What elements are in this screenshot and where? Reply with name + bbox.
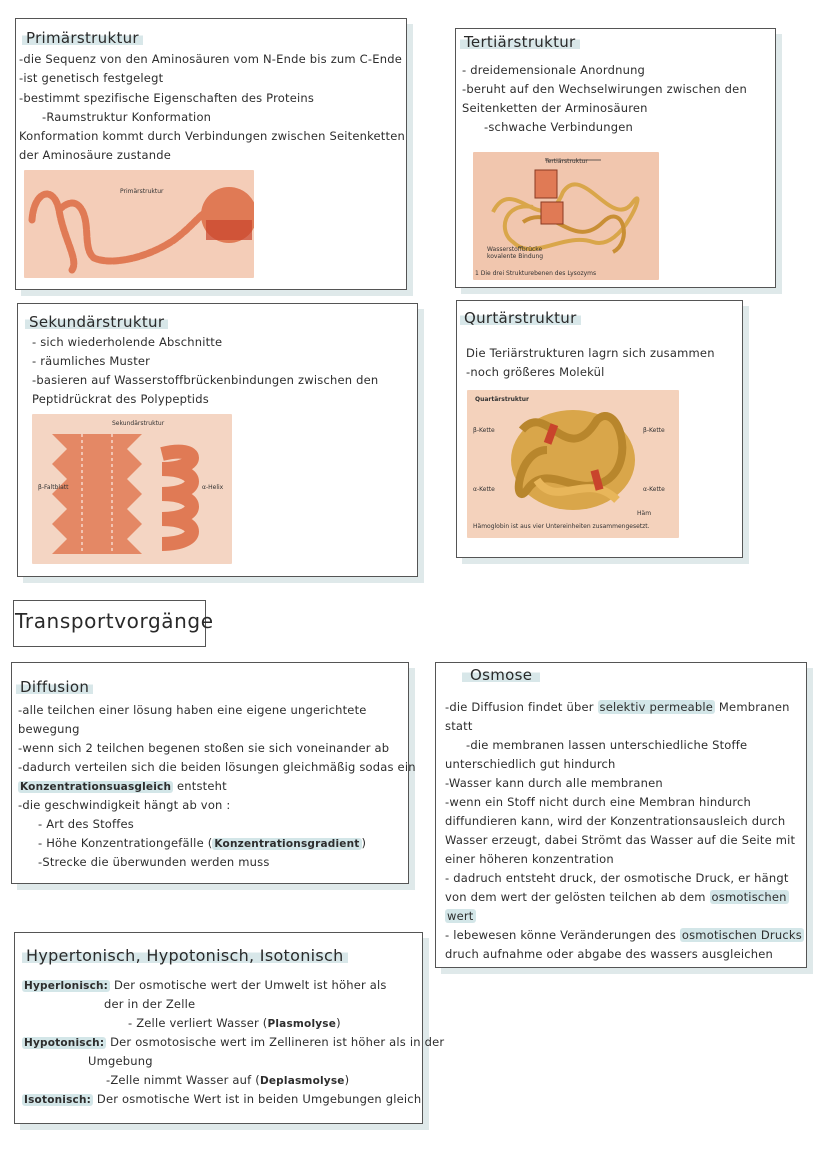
text-line: -basieren auf Wasserstoffbrückenbindungen zwischen den bbox=[32, 373, 379, 387]
text-fragment: von dem wert der gelösten teilchen ab dem bbox=[445, 890, 710, 904]
hypotonisch-label: Hypotonisch: bbox=[24, 1037, 105, 1049]
highlight-term: Plasmolyse bbox=[267, 1018, 337, 1030]
text-line: -die membranen lassen unterschiedliche Stoffe bbox=[466, 738, 748, 752]
tertiaerstruktur-image bbox=[473, 152, 659, 280]
highlight-term: osmotischen bbox=[711, 890, 787, 904]
text-line: -schwache Verbindungen bbox=[484, 120, 634, 134]
text-line: statt bbox=[445, 719, 473, 733]
osmose-title: Osmose bbox=[462, 666, 540, 684]
text-line: - dadruch entsteht druck, der osmotische Druck, er hängt bbox=[445, 871, 789, 885]
image-label: Tertiärstruktur bbox=[545, 158, 588, 165]
image-caption: Hämoglobin ist aus vier Untereinheiten zusammengesetzt. bbox=[473, 523, 650, 530]
alpha-helix-label: α-Helix bbox=[202, 484, 224, 491]
text-line bbox=[38, 836, 366, 851]
text-line: diffundieren kann, wird der Konzentrationsausleich durch bbox=[445, 814, 786, 828]
text-fragment: Der osmotosische wert im Zellineren ist höher als in der bbox=[106, 1035, 445, 1049]
text-line: - räumliches Muster bbox=[32, 354, 151, 368]
text-line: -die Sequenz von den Aminosäuren vom N-Ende bis zum C-Ende bbox=[19, 52, 402, 66]
text-line: Peptidrückrat des Polypeptids bbox=[32, 392, 209, 406]
text-line bbox=[22, 1092, 421, 1107]
text-line: -wenn sich 2 teilchen begenen stoßen sie sich voneinander ab bbox=[18, 741, 390, 755]
legend-label: kovalente Bindung bbox=[487, 253, 544, 260]
legend-label: Wasserstoffbrücke bbox=[487, 246, 543, 253]
text-line: - sich wiederholende Abschnitte bbox=[32, 335, 223, 349]
text-line: -die geschwindigkeit hängt ab von : bbox=[18, 798, 231, 812]
text-fragment: -Zelle nimmt Wasser auf ( bbox=[106, 1073, 260, 1087]
alpha-kette-label: α-Kette bbox=[643, 486, 665, 493]
quartaerstruktur-title: Qurtärstruktur bbox=[460, 309, 581, 327]
text-line bbox=[445, 928, 804, 942]
text-fragment: Membranen bbox=[715, 700, 790, 714]
highlight-term: Konzentrationsuasgleich bbox=[20, 781, 172, 793]
haem-label: Häm bbox=[637, 510, 652, 517]
transport-title: Transportvorgänge bbox=[15, 609, 214, 633]
text-line: unterschiedlich gut hindurch bbox=[445, 757, 616, 771]
tertiaerstruktur-title: Tertiärstruktur bbox=[460, 33, 580, 51]
text-line: Seitenketten der Arminosäuren bbox=[462, 101, 648, 115]
text-line bbox=[445, 700, 790, 714]
highlight-term: wert bbox=[447, 909, 474, 923]
text-fragment: ) bbox=[361, 836, 367, 850]
image-label: Sekundärstruktur bbox=[112, 420, 165, 427]
text-fragment: ) bbox=[336, 1016, 341, 1030]
beta-kette-label: β-Kette bbox=[643, 427, 665, 434]
text-line: -beruht auf den Wechselwirungen zwischen den bbox=[462, 82, 747, 96]
text-line: -bestimmt spezifische Eigenschaften des Proteins bbox=[19, 91, 315, 105]
highlight-term: Konzentrationsgradient bbox=[214, 838, 360, 850]
text-fragment: - Höhe Konzentrationgefälle ( bbox=[38, 836, 213, 850]
text-fragment: ) bbox=[344, 1073, 350, 1087]
text-line: -wenn ein Stoff nicht durch eine Membran hindurch bbox=[445, 795, 752, 809]
beta-kette-label: β-Kette bbox=[473, 427, 495, 434]
text-line: einer höheren konzentration bbox=[445, 852, 614, 866]
text-fragment: Der osmotische wert der Umwelt ist höher als bbox=[110, 978, 387, 992]
text-line: -Raumstruktur Konformation bbox=[42, 110, 212, 124]
isotonisch-label: Isotonisch: bbox=[24, 1094, 92, 1106]
text-line bbox=[106, 1073, 349, 1088]
text-line: -ist genetisch festgelegt bbox=[19, 71, 164, 85]
text-fragment: entsteht bbox=[173, 779, 227, 793]
text-line: Umgebung bbox=[88, 1054, 153, 1068]
alpha-kette-label: α-Kette bbox=[473, 486, 495, 493]
text-line bbox=[128, 1016, 341, 1031]
text-line: - dreidemensionale Anordnung bbox=[462, 63, 646, 77]
sekundaerstruktur-title: Sekundärstruktur bbox=[25, 313, 168, 331]
quartaerstruktur-image bbox=[467, 390, 679, 538]
text-line: -Strecke die überwunden werden muss bbox=[38, 855, 270, 869]
text-fragment: - lebewesen könne Veränderungen des bbox=[445, 928, 680, 942]
image-label: Primärstruktur bbox=[120, 188, 164, 195]
highlight-term: selektiv permeable bbox=[599, 700, 714, 714]
text-line: -Wasser kann durch alle membranen bbox=[445, 776, 663, 790]
highlight-term: osmotischen Drucks bbox=[681, 928, 802, 942]
text-line: der in der Zelle bbox=[104, 997, 196, 1011]
text-line: Konformation kommt durch Verbindungen zwischen Seitenketten bbox=[19, 129, 405, 143]
text-fragment: - Zelle verliert Wasser ( bbox=[128, 1016, 268, 1030]
sekundaerstruktur-image bbox=[32, 414, 232, 564]
beta-faltblatt-label: β-Faltblatt bbox=[38, 484, 69, 491]
text-line: -noch größeres Molekül bbox=[466, 365, 605, 379]
text-line bbox=[22, 978, 387, 993]
primaerstruktur-title: Primärstruktur bbox=[22, 29, 143, 47]
diffusion-title: Diffusion bbox=[16, 678, 93, 696]
hypertonisch-label: Hyperlonisch: bbox=[24, 980, 109, 992]
tonisch-title: Hypertonisch, Hypotonisch, Isotonisch bbox=[22, 946, 348, 965]
text-line: Wasser erzeugt, dabei Strömt das Wasser auf die Seite mit bbox=[445, 833, 796, 847]
text-line bbox=[22, 1035, 444, 1050]
text-line: -alle teilchen einer lösung haben eine eigene ungerichtete bbox=[18, 703, 367, 717]
primaerstruktur-image bbox=[24, 170, 254, 278]
text-line: bewegung bbox=[18, 722, 80, 736]
image-label: Quartärstruktur bbox=[475, 396, 530, 403]
text-line bbox=[18, 779, 227, 794]
text-line: - Art des Stoffes bbox=[38, 817, 134, 831]
text-line bbox=[445, 890, 789, 904]
text-line: Die Teriärstrukturen lagrn sich zusammen bbox=[466, 346, 715, 360]
image-caption: 1 Die drei Strukturebenen des Lysozyms bbox=[475, 270, 597, 277]
text-fragment: -die Diffusion findet über bbox=[445, 700, 598, 714]
text-line bbox=[445, 909, 476, 923]
text-line: der Aminosäure zustande bbox=[19, 148, 172, 162]
text-fragment: Der osmotische Wert ist in beiden Umgebungen gleich bbox=[93, 1092, 422, 1106]
text-line: druch aufnahme oder abgabe des wassers ausgleichen bbox=[445, 947, 774, 961]
highlight-term: Deplasmolyse bbox=[259, 1075, 345, 1087]
text-line: -dadurch verteilen sich die beiden lösungen gleichmäßig sodas ein bbox=[18, 760, 416, 774]
